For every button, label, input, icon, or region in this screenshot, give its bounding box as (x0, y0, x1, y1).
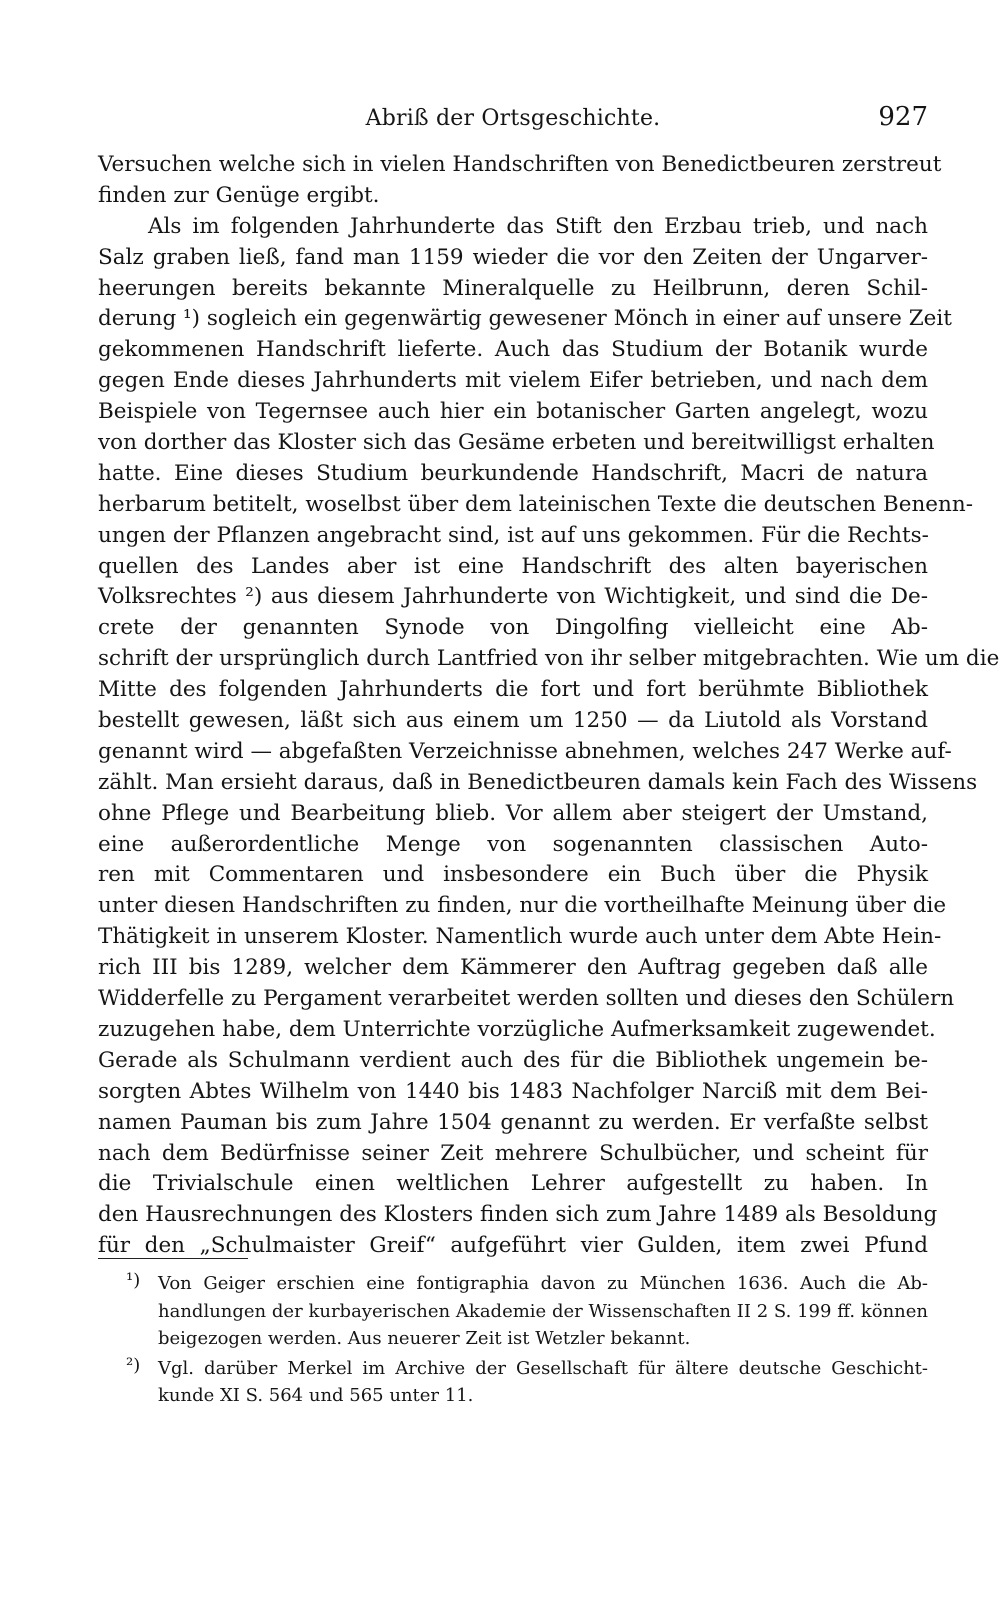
text-line: Widderfelle zu Pergament verarbeitet werden sollten und dieses den Schülern (98, 986, 955, 1012)
footnote-line: kunde XI S. 564 und 565 unter 11. (158, 1385, 474, 1406)
text-line: die Trivialschule einen weltlichen Lehrer aufgestellt zu haben. In (98, 1171, 928, 1197)
text-line: Salz graben ließ, fand man 1159 wieder die vor den Zeiten der Ungarver- (98, 244, 928, 270)
text-line: unter diesen Handschriften zu finden, nur die vortheilhafte Meinung über die (98, 893, 947, 919)
running-title: Abriß der Ortsgeschichte. (365, 106, 661, 131)
text-line: Als im folgenden Jahrhunderte das Stift den Erzbau trieb, und nach (148, 213, 928, 239)
text-line: heerungen bereits bekannte Mineralquelle zu Heilbrunn, deren Schil- (98, 275, 928, 301)
text-line: zuzugehen habe, dem Unterrichte vorzügliche Aufmerksamkeit zugewendet. (98, 1016, 936, 1042)
text-line: den Hausrechnungen des Klosters finden sich zum Jahre 1489 als Besoldung (98, 1202, 938, 1228)
text-line: herbarum betitelt, woselbst über dem lateinischen Texte die deutschen Benenn- (98, 491, 973, 517)
text-line: Beispiele von Tegernsee auch hier ein botanischer Garten angelegt, wozu (98, 399, 928, 425)
text-line: derung ¹) sogleich ein gegenwärtig gewesener Mönch in einer auf unsere Zeit (98, 306, 952, 332)
text-line: Mitte des folgenden Jahrhunderts die fort und fort berühmte Bibliothek (98, 677, 928, 703)
footnote-line: beigezogen werden. Aus neuerer Zeit ist Wetzler bekannt. (158, 1328, 691, 1349)
running-head (98, 98, 928, 138)
footnotes (98, 1270, 928, 1410)
text-line: eine außerordentliche Menge von sogenannten classischen Auto- (98, 831, 928, 857)
footnote-line: Von Geiger erschien eine fontigraphia davon zu München 1636. Auch die Ab- (158, 1273, 928, 1294)
text-line: rich III bis 1289, welcher dem Kämmerer den Auftrag gegeben daß alle (98, 955, 928, 981)
text-line: schrift der ursprünglich durch Lantfried von ihr selber mitgebrachten. Wie um die (98, 646, 1000, 672)
text-line: finden zur Genüge ergibt. (98, 182, 380, 208)
body-text (98, 150, 1000, 1262)
text-line: bestellt gewesen, läßt sich aus einem um 1250 — da Liutold als Vorstand (98, 708, 928, 734)
footnote-mark: ²) (126, 1354, 141, 1376)
text-line: nach dem Bedürfnisse seiner Zeit mehrere Schulbücher, und scheint für (98, 1140, 928, 1166)
text-line: Volksrechtes ²) aus diesem Jahrhunderte von Wichtigkeit, und sind die De- (98, 584, 928, 610)
text-line: quellen des Landes aber ist eine Handschrift des alten bayerischen (98, 553, 928, 579)
text-line: gegen Ende dieses Jahrhunderts mit vielem Eifer betrieben, und nach dem (98, 368, 928, 394)
text-line: genannt wird — abgefaßten Verzeichnisse abnehmen, welches 247 Werke auf- (98, 738, 952, 764)
footnote-line: Vgl. darüber Merkel im Archive der Gesellschaft für ältere deutsche Geschicht- (158, 1357, 928, 1379)
text-line: für den „Schulmaister Greif“ aufgeführt vier Gulden, item zwei Pfund (98, 1233, 928, 1259)
footnote-mark: ¹) (126, 1270, 141, 1291)
footnote-1 (98, 1270, 928, 1353)
page-number: 927 (878, 102, 928, 132)
text-line: ungen der Pflanzen angebracht sind, ist auf uns gekommen. Für die Rechts- (98, 522, 929, 548)
text-line: namen Pauman bis zum Jahre 1504 genannt zu werden. Er verfaßte selbst (98, 1109, 928, 1135)
footnote-line: handlungen der kurbayerischen Akademie der Wissenschaften II 2 S. 199 ff. können (158, 1300, 928, 1322)
text-line: crete der genannten Synode von Dingolfing vielleicht eine Ab- (98, 615, 928, 641)
text-line: ohne Pflege und Bearbeitung blieb. Vor allem aber steigert der Umstand, (98, 800, 928, 826)
text-line: von dorther das Kloster sich das Gesäme erbeten und bereitwilligst erhalten (98, 430, 935, 456)
text-line: Thätigkeit in unserem Kloster. Namentlich wurde auch unter dem Abte Hein- (98, 924, 942, 950)
text-line: sorgten Abtes Wilhelm von 1440 bis 1483 Nachfolger Narciß mit dem Bei- (98, 1078, 928, 1104)
footnote-2 (98, 1355, 928, 1410)
text-line: hatte. Eine dieses Studium beurkundende Handschrift, Macri de natura (98, 460, 928, 486)
text-line: gekommenen Handschrift lieferte. Auch das Studium der Botanik wurde (98, 337, 928, 363)
footnote-rule (98, 1258, 248, 1259)
text-line: zählt. Man ersieht daraus, daß in Benedictbeuren damals kein Fach des Wissens (98, 769, 978, 795)
text-line: Versuchen welche sich in vielen Handschriften von Benedictbeuren zerstreut (98, 152, 942, 177)
text-line: Gerade als Schulmann verdient auch des für die Bibliothek ungemein be- (98, 1047, 928, 1073)
text-line: ren mit Commentaren und insbesondere ein Buch über die Physik (98, 862, 928, 888)
